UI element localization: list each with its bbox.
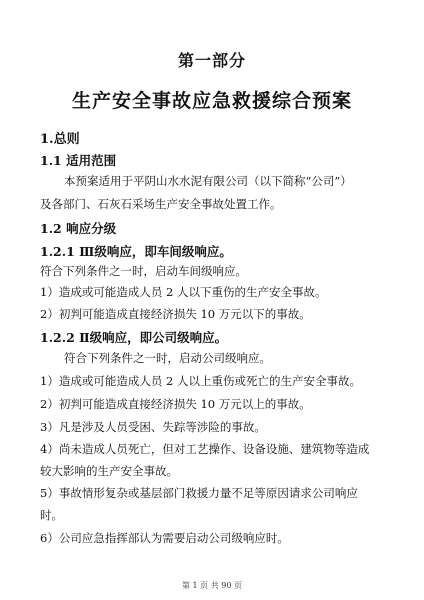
document-title: 生产安全事故应急救援综合预案 <box>71 90 352 112</box>
scope-paragraph-line-1: 本预案适用于平阴山水水泥有限公司（以下简称“公司”） <box>64 174 352 188</box>
level-2-item-5-line-2: 时。 <box>40 508 63 522</box>
level-2-item-1: 1）造成或可能造成人员 2 人以上重伤或死亡的生产安全事故。 <box>40 374 361 388</box>
section-heading-response-levels: 1.2 响应分级 <box>40 221 117 236</box>
part-title: 第一部分 <box>177 51 246 70</box>
level-2-item-4-line-1: 4）尚未造成人员死亡，但对工艺操作、设备设施、建筑物等造成 <box>40 442 370 456</box>
level-3-intro: 符合下列条件之一时，启动车间级响应。 <box>40 264 247 278</box>
level-2-item-2: 2）初判可能造成直接经济损失 10 万元以上的事故。 <box>40 397 311 411</box>
level-2-item-5-line-1: 5）事故情形复杂或基层部门救援力量不足等原因请求公司响应 <box>40 486 358 500</box>
subsection-heading-level-3: 1.2.1 Ⅲ级响应，即车间级响应。 <box>40 244 232 259</box>
level-2-item-4-line-2: 较大影响的生产安全事故。 <box>40 464 178 478</box>
level-2-intro: 符合下列条件之一时，启动公司级响应。 <box>64 351 271 365</box>
scope-paragraph-line-2: 及各部门、石灰石采场生产安全事故处置工作。 <box>40 197 282 211</box>
level-2-item-3: 3）凡是涉及人员受困、失踪等涉险的事故。 <box>40 420 266 434</box>
level-2-item-6: 6）公司应急指挥部认为需要启动公司级响应时。 <box>40 531 289 545</box>
section-heading-scope: 1.1 适用范围 <box>40 153 117 168</box>
level-3-item-2: 2）初判可能造成直接经济损失 10 万元以下的事故。 <box>40 307 311 321</box>
subsection-heading-level-2: 1.2.2 Ⅱ级响应，即公司级响应。 <box>40 330 228 345</box>
section-heading-general: 1.总则 <box>40 132 80 147</box>
page-number-footer: 第 1 页 共 90 页 <box>182 581 242 590</box>
level-3-item-1: 1）造成或可能造成人员 2 人以下重伤的生产安全事故。 <box>40 285 327 299</box>
